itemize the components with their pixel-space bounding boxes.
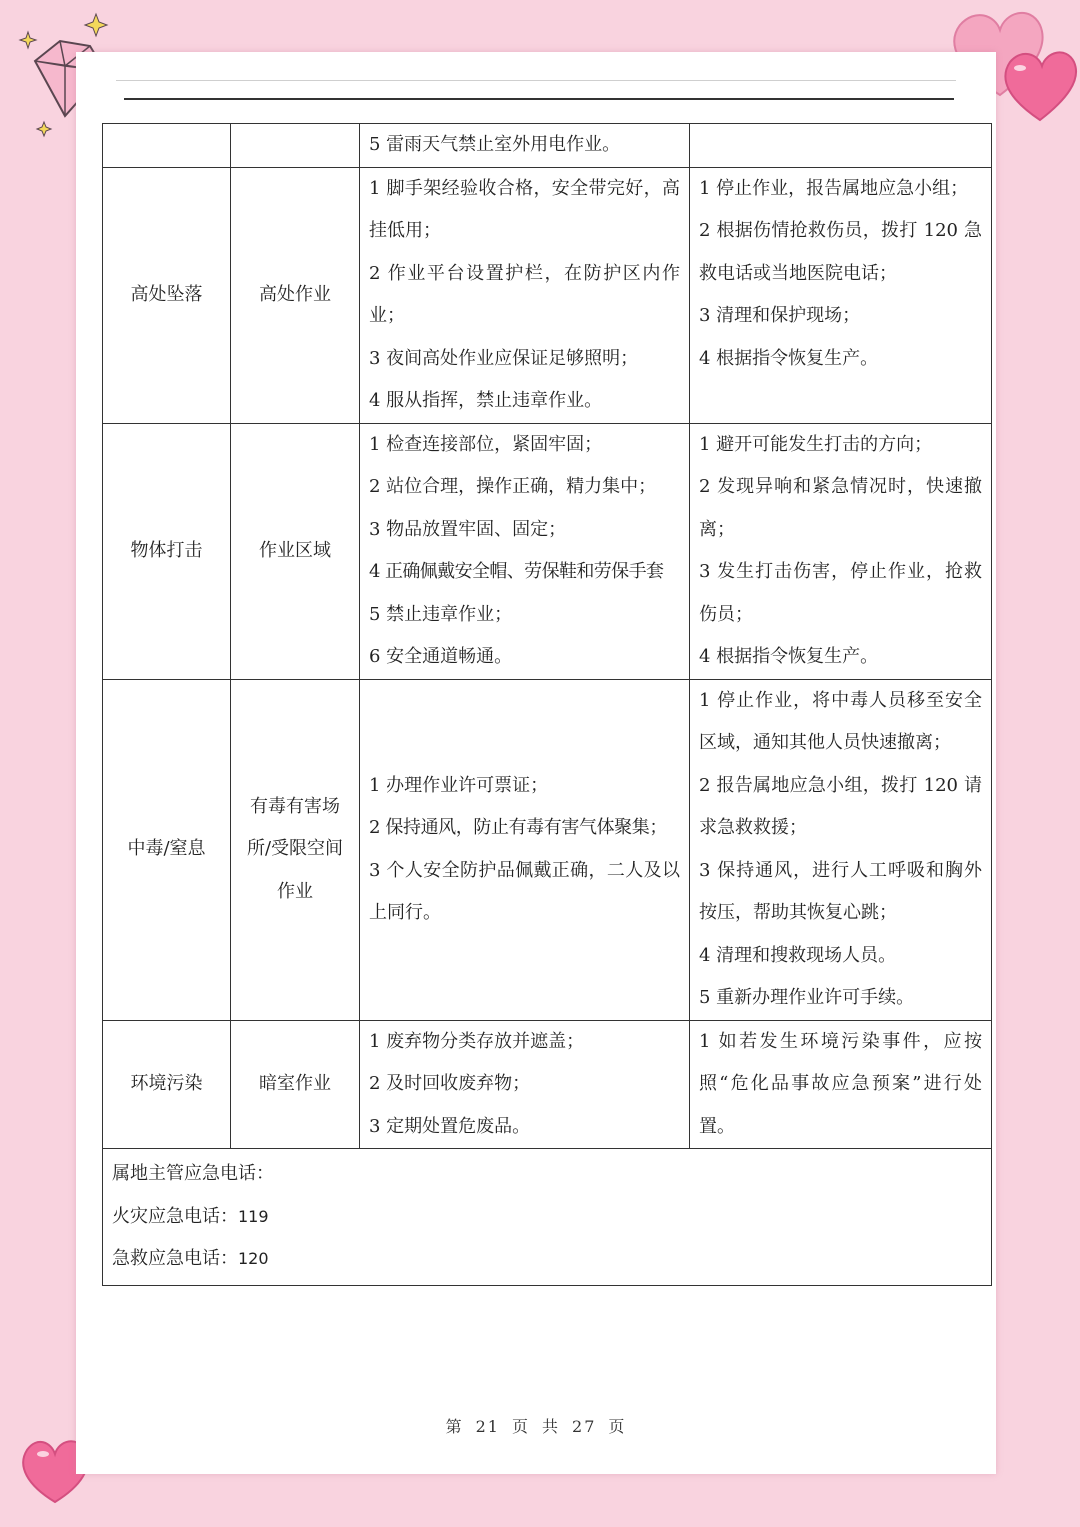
- response-line: 1 避开可能发生打击的方向；: [699, 433, 933, 455]
- aid-emergency-line: [112, 1238, 982, 1281]
- response-cell: [690, 124, 992, 168]
- page-mid1: 页: [511, 1417, 530, 1436]
- document-page: [76, 52, 996, 1474]
- response-line: 2 报告属地应急小组，拨打 120 请求急救救援；: [699, 774, 982, 838]
- response-line: 4 根据指令恢复生产。: [699, 347, 879, 369]
- response-line: 4 清理和搜救现场人员。: [699, 944, 897, 966]
- measures-cell: [360, 423, 690, 679]
- measures-cell: [360, 679, 690, 1020]
- measures-cell: [360, 167, 690, 423]
- footer-row: [103, 1149, 992, 1286]
- response-line: 3 保持通风，进行人工呼吸和胸外按压，帮助其恢复心跳；: [699, 859, 982, 923]
- header-rule-thin: [116, 80, 956, 81]
- hazard-cell: 高处坠落: [103, 167, 231, 423]
- measure-line: 2 及时回收废弃物；: [369, 1073, 531, 1094]
- header-rule: [124, 98, 954, 100]
- page-prefix: 第: [445, 1417, 464, 1436]
- location-cell: [231, 124, 360, 168]
- response-cell: [690, 679, 992, 1020]
- local-emergency-label: 属地主管应急电话：: [112, 1163, 274, 1185]
- table-row: [103, 124, 992, 168]
- response-line: 2 发现异响和紧急情况时，快速撤离；: [699, 476, 982, 540]
- response-line: 5 重新办理作业许可手续。: [699, 987, 915, 1008]
- measure-line: 5 禁止违章作业；: [369, 603, 513, 625]
- hazard-cell: 中毒/窒息: [103, 679, 231, 1020]
- location-cell: 有毒有害场所/受限空间作业: [231, 679, 360, 1020]
- measure-line: 2 作业平台设置护栏，在防护区内作业；: [369, 262, 680, 326]
- page-total: 27: [572, 1417, 597, 1436]
- emergency-contacts: [103, 1149, 992, 1286]
- measure-line: 2 站位合理，操作正确，精力集中；: [369, 476, 657, 497]
- measures-cell: [360, 1020, 690, 1149]
- hazard-cell: 物体打击: [103, 423, 231, 679]
- page-mid2: 共: [542, 1417, 561, 1436]
- measure-line: 3 定期处置危废品。: [369, 1115, 531, 1137]
- response-line: 1 停止作业，报告属地应急小组；: [699, 177, 969, 199]
- response-cell: [690, 167, 992, 423]
- response-cell: [690, 423, 992, 679]
- measures-cell: [360, 124, 690, 168]
- response-cell: [690, 1020, 992, 1149]
- measure-line: 1 废弃物分类存放并遮盖；: [369, 1030, 585, 1052]
- measure-line: 4 正确佩戴安全帽、劳保鞋和劳保手套: [369, 561, 664, 582]
- table-row: [103, 1020, 992, 1149]
- page-current: 21: [475, 1417, 500, 1436]
- response-line: 1 停止作业，将中毒人员移至安全区域，通知其他人员快速撤离；: [699, 689, 982, 753]
- fire-emergency-number: 119: [238, 1206, 269, 1226]
- location-cell: 高处作业: [231, 167, 360, 423]
- measure-line: 3 物品放置牢固、固定；: [369, 518, 567, 540]
- hazard-cell: 环境污染: [103, 1020, 231, 1149]
- response-line: 3 发生打击伤害，停止作业，抢救伤员；: [699, 561, 982, 625]
- response-line: 3 清理和保护现场；: [699, 305, 861, 326]
- table-row: [103, 679, 992, 1020]
- fire-emergency-line: [112, 1196, 982, 1239]
- page-suffix: 页: [608, 1417, 627, 1436]
- risk-table: [102, 123, 992, 1286]
- measure-line: 5 雷雨天气禁止室外用电作业。: [369, 134, 621, 155]
- location-cell: 作业区域: [231, 423, 360, 679]
- measure-line: 1 脚手架经验收合格，安全带完好，高挂低用；: [369, 177, 680, 241]
- measure-line: 1 办理作业许可票证；: [369, 774, 549, 796]
- measure-line: 6 安全通道畅通。: [369, 646, 513, 667]
- measure-line: 3 个人安全防护品佩戴正确，二人及以上同行。: [369, 859, 680, 923]
- aid-emergency-label: 急救应急电话：: [112, 1248, 238, 1270]
- measure-line: 4 服从指挥，禁止违章作业。: [369, 390, 603, 411]
- hazard-cell: [103, 124, 231, 168]
- table-row: [103, 167, 992, 423]
- aid-emergency-number: 120: [238, 1249, 269, 1269]
- fire-emergency-label: 火灾应急电话：: [112, 1205, 238, 1227]
- measure-line: 1 检查连接部位，紧固牢固；: [369, 433, 603, 455]
- response-line: 2 根据伤情抢救伤员，拨打 120 急救电话或当地医院电话；: [699, 220, 982, 284]
- location-cell: 暗室作业: [231, 1020, 360, 1149]
- response-line: 4 根据指令恢复生产。: [699, 646, 879, 667]
- response-line: 1 如若发生环境污染事件，应按照“危化品事故应急预案”进行处置。: [699, 1030, 982, 1137]
- measure-line: 3 夜间高处作业应保证足够照明；: [369, 347, 639, 369]
- table-row: [103, 423, 992, 679]
- measure-line: 2 保持通风，防止有毒有害气体聚集；: [369, 817, 667, 838]
- page-number: [76, 1414, 996, 1437]
